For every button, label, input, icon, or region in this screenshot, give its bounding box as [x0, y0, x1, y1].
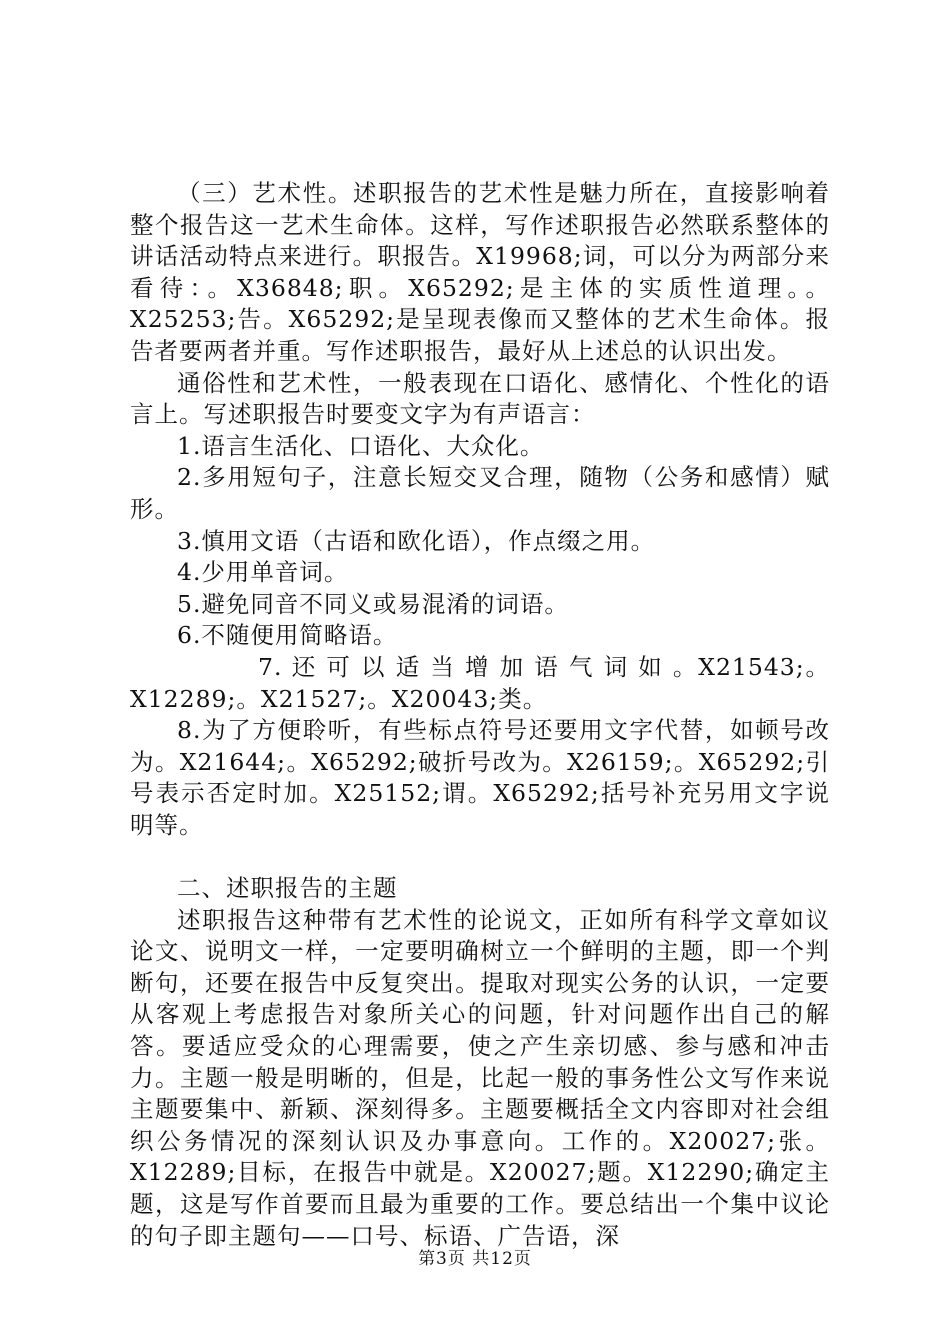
list-item-6: 6.不随便用简略语。 — [177, 621, 398, 650]
list-item-5: 5.避免同音不同义或易混淆的词语。 — [177, 589, 569, 618]
list-item-3: 3.慎用文语（古语和欧化语），作点缀之用。 — [177, 526, 656, 555]
paragraph-theme: 述职报告这种带有艺术性的论说文，正如所有科学文章如议论文、说明文一样，一定要明确树立一个鲜明的主题，即一个判断句，还要在报告中反复突出。提取对现实公务的认识，一定要从客观上考虑报告对象所关心的问题，针对问题作出自己的解答。要适应受众的心理需要，使之产生亲切感、参与感和冲击力。主题一般是明晰的，但是，比起一般的事务性公文写作来说主题要集中、新颖、深刻得多。主题要概括全文内容即对社会组织公务情况的深刻认识及办事意向。工作的。X20027;张。X12289;目标，在报告中就是。X20027;题。X12290;确定主题，这是写作首要而且最为重要的工作。要总结出一个集中议论的句子即主题句——口号、标语、广告语，深 — [130, 905, 830, 1250]
list-item-8: 8.为了方便聆听，有些标点符号还要用文字代替，如顿号改为。X21644;。X65292;破折号改为。X26159;。X65292;引号表示否定时加。X25152;谓。X65292;括号补充另用文字说明等。 — [130, 716, 830, 839]
list-item-7: 7. 还 可 以 适 当 增 加 语 气 词 如 。X21543;。X12289;。X21527;。X20043;类。 — [130, 652, 830, 713]
paragraph-spacer — [130, 841, 830, 873]
list-item-4: 4.少用单音词。 — [177, 558, 349, 587]
paragraph-colloquial: 通俗性和艺术性，一般表现在口语化、感情化、个性化的语言上。写述职报告时要变文字为有声语言： — [130, 368, 830, 429]
section-heading: 二、述职报告的主题 — [177, 874, 398, 903]
document-body — [130, 178, 830, 1252]
list-item-1: 1.语言生活化、口语化、大众化。 — [177, 431, 545, 460]
list-item-2: 2.多用短句子，注意长短交叉合理，随物（公务和感情）赋形。 — [130, 463, 830, 523]
paragraph-artistry: （三）艺术性。述职报告的艺术性是魅力所在，直接影响着整个报告这一艺术生命体。这样，写作述职报告必然联系整体的讲话活动特点来进行。职报告。X19968;词，可以分为两部分来看待：。X36848;职。X65292;是主体的实质性道理。。X25253;告。X65292;是呈现表像而又整体的艺术生命体。报告者要两者并重。写作述职报告，最好从上述总的认识出发。 — [130, 179, 830, 365]
page-number-footer: 第3页 共12页 — [418, 1249, 532, 1269]
